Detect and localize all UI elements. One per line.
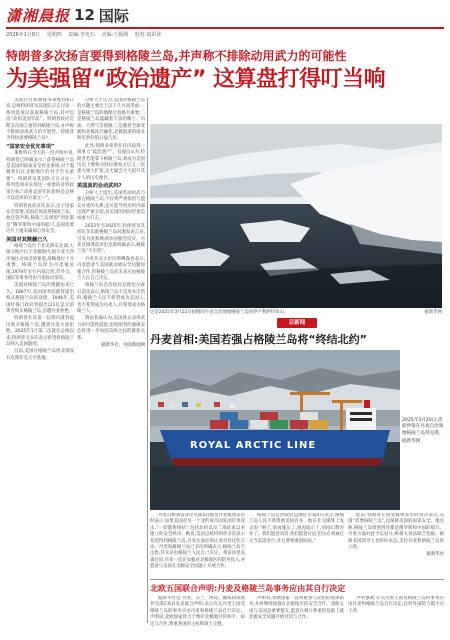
paragraph: 舆论普遍认为,美国真正动用武力的可能性较低,但特朗普的强硬表态将进一步加剧美欧之间的紧张关系。	[77, 316, 145, 341]
editor: 责编:李兆石	[68, 32, 95, 38]
proofreader: 校对:胡彩萍	[134, 32, 162, 38]
paragraph: 此前,特朗普在接受媒体采访时再次表示,美国“需要格陵兰岛”,以保障美国的国家安全。他还称,格陵兰岛周围到处都是俄罗斯和中国的船只。丹麦方面对此予以驳斥,称相关说法缺乏依据。欧洲多国领导人也纷纷表态,支持丹麦和格陵兰岛的立场。	[348, 513, 444, 551]
paragraph: 美国对格陵兰岛的觊觎由来已久。1867年,美国国务院就曾提出购买格陵兰岛的设想。1946年,美国杜鲁门政府曾提出以1亿美元的黄金购买格陵兰岛,但遭丹麦拒绝。	[6, 283, 74, 314]
paragraph: 特朗普在其第一任期内就曾提出购买格陵兰岛,遭到丹麦方面拒绝。2025年1月第二次就任总统以来,特朗普又多次表示希望将格陵兰岛纳入美国版图。	[6, 316, 74, 348]
paragraph: 格陵兰岛位于北美洲东北部,大部分地区位于北极圈内,扼守北大西洋通往北冰洋的要道,战略地位十分重要。格陵兰岛原为丹麦殖民地,1979年实行内部自治,但外交、国防等事务仍由丹麦政府掌管。	[6, 243, 74, 281]
paragraph: 声明说,北欧国家一直积极参与北约的集体防务,并将继续加强在北极地区的安全合作。北欧五国与美国是重要盟友,愿意在相互尊重的基础上就北极安全问题开展对话与合作。	[249, 596, 344, 621]
subheading: “国家安全优先事项”	[6, 143, 55, 150]
article2-column3	[348, 513, 444, 576]
article1-column2	[77, 98, 145, 623]
ship-name: ROYAL ARCTIC LINE	[190, 440, 317, 451]
ship-photo	[150, 350, 400, 510]
newspaper-logo: 潇湘晨报	[6, 6, 71, 25]
paragraph: 目前,美国在格陵兰岛西北部设有皮图菲克太空基地。	[6, 349, 74, 361]
paragraph: 格陵兰岛自治政府总理尼尔森5日表示,格陵兰岛人民不希望被美国吞并。他在社交媒体上发文说:“够了,别再施压了,别再暗示了,别再幻想吞并了。我们愿意对话,我们愿意讨论,但这必须通过正当渠道进行,并且要尊重国际法。”	[249, 513, 344, 544]
header-rule	[6, 27, 444, 29]
paragraph: 丹麦外交大臣拉斯穆森也表示,丹麦愿意与美国就北极安全问题加强合作,但格陵兰岛的未来应由格陵兰人民自己决定。	[77, 256, 145, 281]
iceberg-image	[150, 124, 442, 308]
paragraph: 2022年至2025年,特朗普及其团队多次就格陵兰岛问题发表言论,引发丹麦和欧洲多国强烈反应。丹麦首相弗雷泽里克森明确表示,格陵兰岛“不出售”。	[77, 223, 145, 255]
column-divider	[147, 98, 148, 623]
subheading: 美国真的会动武吗?	[77, 183, 122, 190]
article1-lede: 美国白宫新闻秘书莱维特6日说,总统特朗普及其团队正在讨论一系列选项以获取格陵兰岛,其中包括“动用美国军队”。特朗普政府近期多次扬言要得到格陵兰岛,并声称不排除动用武力的可能性。特朗普为何执意要格陵兰岛?	[6, 98, 74, 142]
caption-text: 2025年3月20日,货船停靠在丹麦自治领地格陵兰岛努克港。	[402, 418, 444, 436]
subheading: 美国对其觊觎已久	[6, 236, 48, 243]
article3-column1	[150, 596, 245, 636]
photo-credit: 据新华网	[424, 310, 442, 315]
iceberg-photo	[150, 124, 442, 308]
section-badge: 目新闻	[277, 318, 317, 328]
article-divider	[150, 579, 444, 580]
page-number: 12	[74, 6, 95, 24]
article1-byline: 据新华社、中国新闻网	[101, 343, 145, 349]
article3-column3	[348, 596, 444, 636]
paragraph: 丹麦首相弗雷泽里克森5日接受丹麦媒体采访时表示,如果美国对另一个北约成员国发动军事攻击,“一切都将终结”,包括北约以及二战结束以来建立的安全秩序。她说,美国总统特朗普多次表示希望得到格陵兰岛,丹麦方面必须认真对待这些言论。丹麦和格陵兰岛已多次明确表示,格陵兰岛不出售,其未来由格陵兰人民自己决定。弗雷泽里克森还说,丹麦一直在加强对北极地区的防务投入,并愿意与美国在北极安全问题上开展合作。	[150, 513, 245, 570]
masthead	[6, 4, 129, 26]
photo-credit: 据新华网	[402, 439, 421, 445]
paragraph: 格陵兰岛自治政府总理尼尔森日前也表示,格陵兰岛不是用来出售的,格陵兰人民不希望成为美国人,也不希望成为丹麦人,只希望成为格陵兰人。	[77, 283, 145, 314]
article2-byline: 据新华社	[426, 552, 444, 558]
paragraph: 此外,特朗普希望在任内取得一项重大“政治遗产”。有观点认为,特朗普若能拿下格陵兰岛,将成为美国历史上继购买阿拉斯加之后又一次重大领土扩张,这无疑会大大提升其个人的历史地位。	[77, 143, 145, 181]
headline-kicker: 特朗普多次扬言要得到格陵兰岛,并声称不排除动用武力的可能性	[6, 49, 347, 63]
paragraph: 分析人士认为,美国对格陵兰岛的兴趣主要出于以下几方面考虑:一是格陵兰岛的地理位置极为重要;二是格陵兰岛蕴藏着丰富的稀土、石油、天然气等资源;三是随着全球变暖和北极冰层融化,北极航道的商业和军事价值日益凸显。	[77, 98, 145, 142]
article2-column1	[150, 513, 245, 576]
dateline	[6, 31, 167, 38]
section-title: 国际	[98, 6, 129, 25]
cargo-ship-image	[150, 350, 400, 510]
caption-text: 这是2025年3月22日拍摄的丹麦自治领地格陵兰岛的伊卢利萨特冰山。	[150, 310, 289, 315]
article2-column2	[249, 513, 344, 576]
iceberg-photo-caption	[150, 309, 442, 315]
designer: 美编:王振刚	[101, 32, 129, 38]
article1-column1	[6, 98, 74, 623]
weekday: 星期四	[46, 32, 62, 38]
paragraph: 分析人士指出,美国若动用武力强占格陵兰岛,不仅将严重损害与盟友丹麦的关系,还可能导致北约内部出现严重分裂,对美国的国际形象造成重大打击。	[77, 190, 145, 222]
paragraph: 莱维特在当天的一份声明中说,特朗普已明确表示,“获得格陵兰岛是美国的国家安全优先事项,对于遏制我们在北极地区的对手至关重要”。特朗普及其团队正在讨论一系列选项来实现这一重要的对外政策目标,“动用美国军队始终是总统可以选择的方案之一”。	[6, 151, 74, 202]
paragraph: 声明强调,有关丹麦王国及格陵兰岛的事务应由丹麦和格陵兰岛自行决定,任何外部势力都不应干涉。	[348, 596, 444, 614]
third-headline: 北欧五国联合声明:丹麦及格陵兰岛事务应由其自行决定	[150, 584, 346, 593]
date: 2026年1月8日	[6, 32, 41, 38]
paragraph: 特朗普此前多次表示,出于国家安全需要,美国必须获得格陵兰岛。他还曾声称,格陵兰岛周围“到处都是”俄罗斯和中国的船只,美国需要这片土地来确保自身安全。	[6, 203, 74, 235]
ship-photo-caption	[402, 418, 444, 446]
paragraph: 据新华社电 丹麦、芬兰、冰岛、挪威和瑞典外交部长6日发表联合声明,表示有关丹麦王国及格陵兰岛的事务应由丹麦和格陵兰岛自行决定。声明说,北欧国家致力于维护北极地区的和平、稳定与合作,尊重各国的主权和领土完整。	[150, 596, 245, 627]
main-headline: 为美强留“政治遗产” 这算盘打得叮当响	[6, 67, 386, 92]
article3-column2	[249, 596, 344, 636]
second-headline: 丹麦首相:美国若强占格陵兰岛将“终结北约”	[150, 333, 367, 346]
